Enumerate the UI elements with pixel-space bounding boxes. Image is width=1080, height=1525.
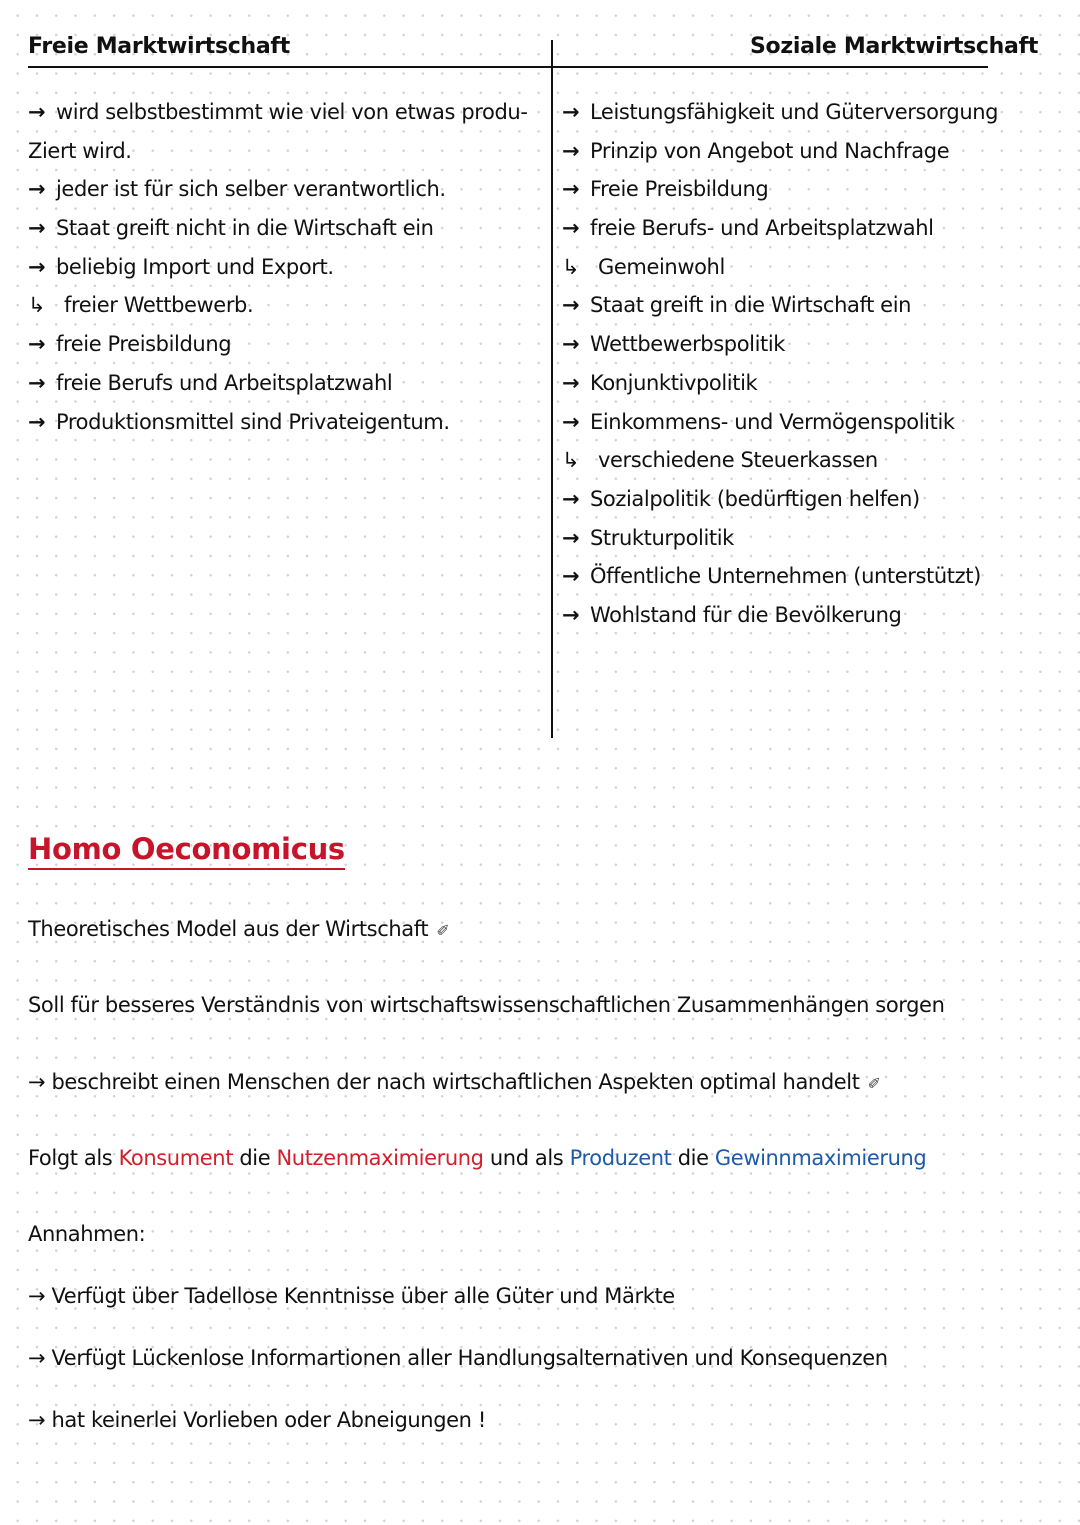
follows-part3: und als [489,1146,564,1170]
list-item [28,93,528,132]
arrow-right-icon: → [562,177,580,202]
list-item [28,286,528,325]
arrow-right-icon: → [28,100,46,124]
arrow-right-icon: → [28,216,46,241]
list-item-text: Einkommens- und Vermögenspolitik [590,409,955,434]
list-item [562,209,998,248]
list-item [28,403,528,442]
arrow-right-icon: → [28,254,46,279]
list-item [28,132,528,171]
sub-arrow-icon: ↳ [28,293,46,318]
list-item-text: jeder ist für sich selber verantwortlich. [56,177,446,202]
list-item-text: Produktionsmittel sind Privateigentum. [56,409,450,434]
list-item-text: Ziert wird. [28,138,132,163]
list-item [28,170,528,209]
list-item-text: Staat greift nicht in die Wirtschaft ein [56,216,434,241]
list-item-text: Konjunktivpolitik [590,370,758,395]
describes-text: → beschreibt einen Menschen der nach wirtschaftlichen Aspekten optimal handelt [28,1070,860,1094]
list-item-text: Wettbewerbspolitik [590,332,786,357]
sub-arrow-icon: ↳ [562,254,580,279]
model-line [28,917,449,941]
follows-line [28,1146,926,1170]
list-item-text: freie Preisbildung [56,332,232,357]
model-text: Theoretisches Model aus der Wirtschaft [28,917,429,941]
list-item [562,596,998,635]
describes-line [28,1070,881,1094]
list-item-text: Freie Preisbildung [590,177,769,202]
list-item [562,519,998,558]
arrow-right-icon: → [562,564,580,589]
arrow-right-icon: → [562,370,580,395]
soziale-marktwirtschaft-list [562,93,998,635]
list-item [28,364,528,403]
assumptions-label: Annahmen: [28,1222,146,1246]
list-item [562,364,998,403]
list-item-text: Wohlstand für die Bevölkerung [590,602,902,627]
gewinnmaximierung-term: Gewinnmaximierung [714,1146,927,1170]
list-item [562,286,998,325]
list-item-text: Strukturpolitik [590,525,734,550]
follows-part2: die [239,1146,271,1170]
table-header-rule [28,66,988,68]
arrow-right-icon: → [562,138,580,163]
list-item-text: Sozialpolitik (bedürftigen helfen) [590,486,920,511]
arrow-right-icon: → [28,370,46,395]
arrow-right-icon: → [562,293,580,318]
assumption-item: → Verfügt Lückenlose Informartionen aller Handlungsalternativen und Konsequenzen [28,1346,888,1370]
freie-marktwirtschaft-list [28,93,528,441]
list-item-text: freie Berufs- und Arbeitsplatzwahl [590,216,934,241]
arrow-right-icon: → [562,100,580,124]
produzent-term: Produzent [569,1146,672,1170]
list-item [28,325,528,364]
list-item [562,403,998,442]
list-item-text: Prinzip von Angebot und Nachfrage [590,138,950,163]
arrow-right-icon: → [562,409,580,434]
follows-part4: die [677,1146,709,1170]
list-item [562,132,998,171]
follows-part1: Folgt als [28,1146,113,1170]
list-item-text: verschiedene Steuerkassen [598,448,878,473]
arrow-right-icon: → [562,332,580,357]
assumption-item: → Verfügt über Tadellose Kenntnisse über alle Güter und Märkte [28,1284,675,1308]
pencil-check-icon: ✐ [867,1074,881,1093]
list-item [562,170,998,209]
list-item [562,248,998,287]
arrow-right-icon: → [562,486,580,511]
right-column-heading: Soziale Marktwirtschaft [750,34,1039,59]
column-divider [551,40,553,738]
list-item [28,209,528,248]
list-item-text: freier Wettbewerb. [64,293,254,318]
arrow-right-icon: → [562,525,580,550]
pencil-check-icon: ✐ [436,921,450,940]
list-item-text: Gemeinwohl [598,254,725,279]
left-column-heading: Freie Marktwirtschaft [28,34,290,59]
list-item-text: Öffentliche Unternehmen (unterstützt) [590,564,981,589]
purpose-line: Soll für besseres Verständnis von wirtschaftswissenschaftlichen Zusammenhängen sorgen [28,993,945,1017]
list-item-text: Leistungsfähigkeit und Güterversorgung [590,100,999,124]
list-item [28,248,528,287]
list-item [562,557,998,596]
assumption-item: → hat keinerlei Vorlieben oder Abneigungen ! [28,1408,486,1432]
list-item-text: wird selbstbestimmt wie viel von etwas produ- [56,100,528,124]
nutzenmaximierung-term: Nutzenmaximierung [276,1146,484,1170]
list-item-text: beliebig Import und Export. [56,254,334,279]
arrow-right-icon: → [562,602,580,627]
list-item [562,480,998,519]
arrow-right-icon: → [28,177,46,202]
sub-arrow-icon: ↳ [562,448,580,473]
list-item [562,441,998,480]
section-title-homo-oeconomicus: Homo Oeconomicus [28,832,345,870]
list-item [562,325,998,364]
konsument-term: Konsument [118,1146,234,1170]
list-item [562,93,998,132]
arrow-right-icon: → [28,409,46,434]
list-item-text: freie Berufs und Arbeitsplatzwahl [56,370,393,395]
list-item-text: Staat greift in die Wirtschaft ein [590,293,912,318]
arrow-right-icon: → [562,216,580,241]
arrow-right-icon: → [28,332,46,357]
